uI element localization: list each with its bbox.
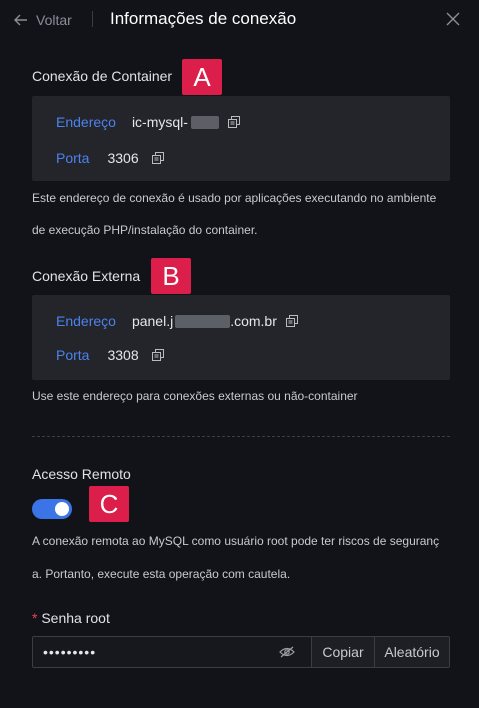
external-port-label: Porta (56, 347, 90, 363)
external-connection-box (32, 295, 450, 380)
container-description-line1: Este endereço de conexão é usado por aplicações executando no ambiente (32, 191, 437, 205)
back-button[interactable] (14, 10, 72, 30)
copy-icon[interactable] (152, 349, 164, 361)
external-port-value: 3308 (107, 347, 139, 363)
container-address-value: ic-mysql- (131, 114, 188, 130)
annotation-badge-c: C (89, 486, 129, 522)
external-description: Use este endereço para conexões externas ou não-container (32, 389, 358, 403)
close-icon[interactable] (444, 10, 462, 28)
external-address-row (56, 313, 298, 329)
header-divider (92, 11, 93, 27)
external-port-row (56, 347, 164, 363)
external-address-suffix: .com.br (230, 313, 277, 329)
copy-password-button[interactable]: Copiar (311, 637, 374, 667)
container-section-title: Conexão de Container (32, 68, 173, 84)
container-description-line2: de execução PHP/instalação do container. (32, 223, 258, 237)
container-address-label: Endereço (56, 114, 116, 130)
external-address-prefix: panel.j (131, 313, 174, 329)
toggle-knob (55, 502, 69, 516)
random-password-button[interactable]: Aleatório (374, 637, 449, 667)
container-connection-box (32, 96, 450, 181)
header (0, 0, 479, 40)
container-port-label: Porta (56, 150, 90, 166)
remote-access-toggle[interactable] (32, 499, 72, 519)
back-label: Voltar (36, 12, 72, 28)
container-port-row (56, 150, 164, 166)
annotation-badge-a: A (182, 59, 222, 95)
password-label (32, 610, 110, 626)
eye-slash-icon[interactable] (279, 645, 295, 659)
password-field-group (32, 636, 450, 668)
annotation-badge-b: B (151, 258, 191, 294)
arrow-left-icon (14, 14, 28, 26)
root-password-input[interactable] (33, 637, 311, 667)
section-divider (32, 436, 450, 437)
copy-icon[interactable] (286, 315, 298, 327)
remote-section-title: Acesso Remoto (32, 466, 131, 482)
container-address-row (56, 114, 240, 130)
password-label-text: Senha root (41, 610, 110, 626)
redacted-mask (191, 116, 219, 129)
redacted-mask (175, 315, 230, 328)
external-section-title: Conexão Externa (32, 268, 141, 284)
copy-icon[interactable] (152, 152, 164, 164)
required-mark: * (32, 610, 38, 626)
remote-warning-line1: A conexão remota ao MySQL como usuário root pode ter riscos de seguranç (32, 534, 440, 548)
container-port-value: 3306 (107, 150, 139, 166)
remote-warning-line2: a. Portanto, execute esta operação com cautela. (32, 567, 291, 581)
copy-icon[interactable] (228, 116, 240, 128)
external-address-label: Endereço (56, 313, 116, 329)
page-title: Informações de conexão (110, 9, 297, 28)
